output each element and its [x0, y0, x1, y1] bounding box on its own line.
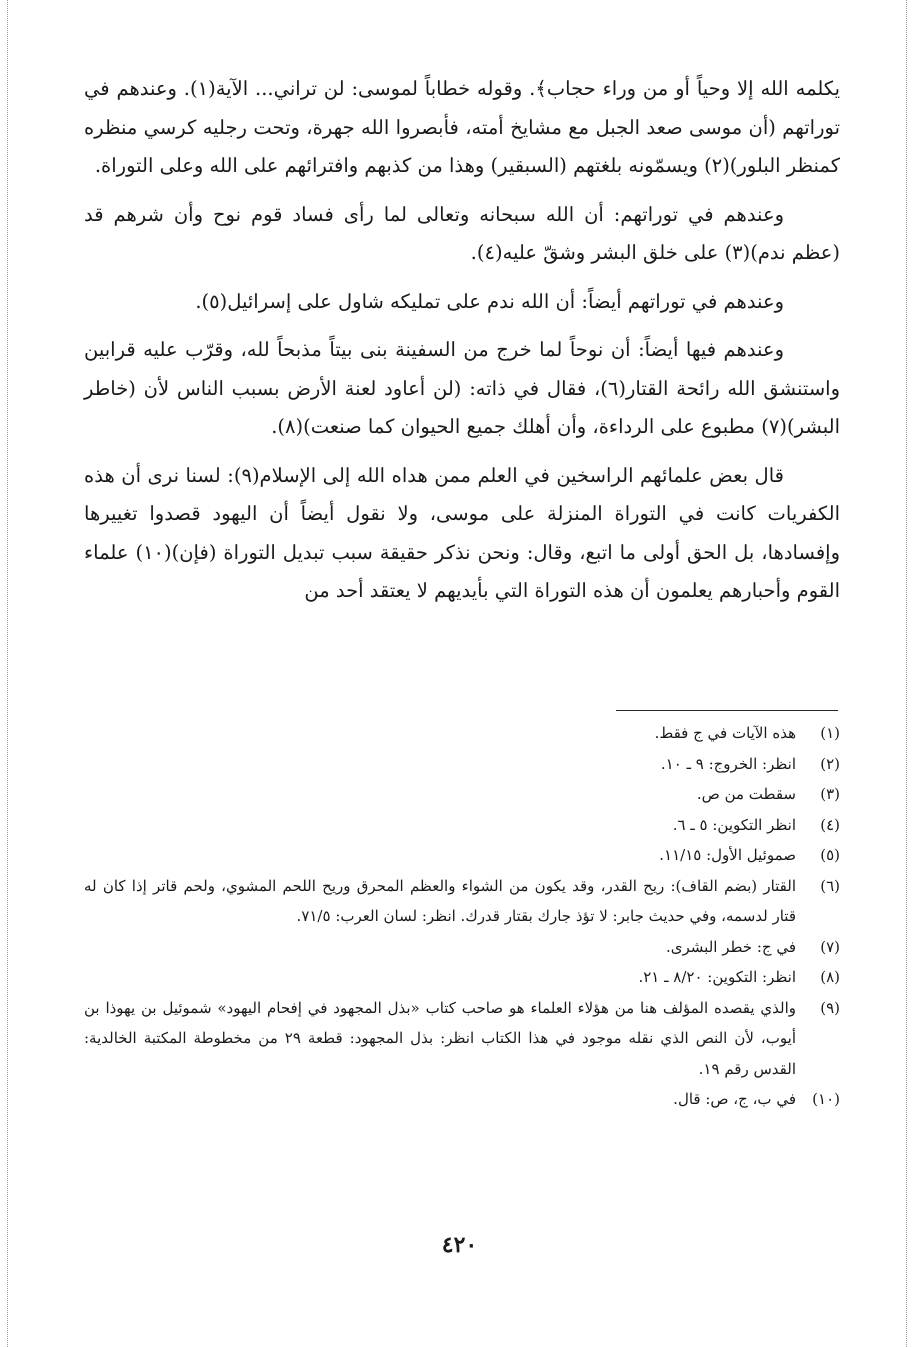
footnote [84, 779, 840, 810]
footnote [84, 993, 840, 1085]
footnote [84, 718, 840, 749]
footnote [84, 810, 840, 841]
footnote-number: (٧) [820, 937, 840, 956]
footnote-number: (٢) [820, 754, 840, 773]
footnote [84, 749, 840, 780]
footnote-number: (٤) [820, 815, 840, 834]
left-margin-dots [7, 0, 8, 1347]
footnote-text: سقطت من ص. [696, 785, 796, 803]
right-margin-dots [906, 0, 907, 1347]
paragraph-4: وعندهم فيها أيضاً: أن نوحاً لما خرج من السفينة بنى بيتاً مذبحاً لله، وقرّب عليه قرابين واستنشق الله رائحة القتار(٦)، فقال في ذاته: (لن أعاود لعنة الأرض بسبب الناس لأن (خاطر البشر)(٧) مطبوع على الرداءة، وأن أهلك جميع الحيوان كما صنعت)(٨). [84, 338, 840, 438]
page-number: ٤٢٠ [441, 1232, 478, 1258]
paragraph-2: وعندهم في توراتهم: أن الله سبحانه وتعالى لما رأى فساد قوم نوح وأن شرهم قد (عظم ندم)(٣) على خلق البشر وشقّ عليه(٤). [84, 202, 840, 264]
footnote-number: (١٠) [812, 1090, 840, 1108]
footnote-text: انظر: الخروج: ٩ ـ ١٠. [660, 754, 796, 773]
footnote-text: انظر التكوين: ٥ ـ ٦. [672, 815, 796, 834]
footnote [84, 1084, 840, 1115]
footnote [84, 962, 840, 993]
footnote-number: (١) [820, 724, 840, 742]
footnote-number: (٦) [820, 876, 840, 895]
footnote-text: القتار (بضم القاف): ريح القدر، وقد يكون من الشواء والعظم المحرق وريح اللحم المشوي، ولحم قاتر إذا كان له قتار لدسمه، وفي حديث جابر: لا تؤذ جارك بقتار قدرك. انظر: لسان العرب: ٧١/٥. [84, 876, 796, 925]
footnote-text: هذه الآيات في ج فقط. [654, 724, 796, 742]
footnote-text: والذي يقصده المؤلف هنا من هؤلاء العلماء هو صاحب كتاب «بذل المجهود في إفحام اليهود» شموئيل بن يهوذا بن أيوب، لأن النص الذي نقله موجود في هذا الكتاب انظر: بذل المجهود: قطعة ٢٩ من مخطوطة المكتبة الخالدية: القدس رقم ١٩. [84, 998, 796, 1078]
footnote-text: انظر: التكوين: ٨/٢٠ ـ ٢١. [638, 968, 796, 986]
footnote-number: (٨) [820, 968, 840, 986]
footnote-text: في ب، ج، ص: قال. [673, 1090, 796, 1108]
footnote [84, 932, 840, 963]
footnote-number: (٣) [820, 785, 840, 803]
footnote-text: في ج: خطر البشرى. [666, 937, 796, 956]
footnote-separator [616, 710, 838, 711]
paragraph-5: قال بعض علمائهم الراسخين في العلم ممن هداه الله إلى الإسلام(٩): لسنا نرى أن هذه الكفريات كانت في التوراة المنزلة على موسى، ولا نقول أيضاً أن اليهود قصدوا تغييرها وإفسادها، بل الحق أولى ما اتبع، وقال: ونحن نذكر حقيقة سبب تبديل التوراة (فإن)(١٠) علماء القوم وأحبارهم يعلمون أن هذه التوراة التي بأيديهم لا يعتقد أحد من [84, 463, 841, 602]
footnote-text: صموئيل الأول: ١١/١٥. [659, 846, 796, 864]
main-text [84, 70, 840, 621]
footnote [84, 840, 840, 871]
footnotes [84, 718, 840, 1115]
paragraph-1: يكلمه الله إلا وحياً أو من وراء حجاب﴾. وقوله خطاباً لموسى: لن تراني... الآية(١). وعندهم في توراتهم (أن موسى صعد الجبل مع مشايخ أمته، فأبصروا الله جهرة، وتحت رجليه كرسي منظره كمنظر البلور)(٢) ويسمّونه بلغتهم (السبقير) وهذا من كذبهم وافترائهم على الله وعلى التوراة. [84, 77, 840, 177]
footnote-number: (٩) [820, 998, 840, 1017]
footnote [84, 871, 840, 932]
footnote-number: (٥) [820, 846, 840, 864]
paragraph-3: وعندهم في توراتهم أيضاً: أن الله ندم على تمليكه شاول على إسرائيل(٥). [195, 289, 784, 313]
